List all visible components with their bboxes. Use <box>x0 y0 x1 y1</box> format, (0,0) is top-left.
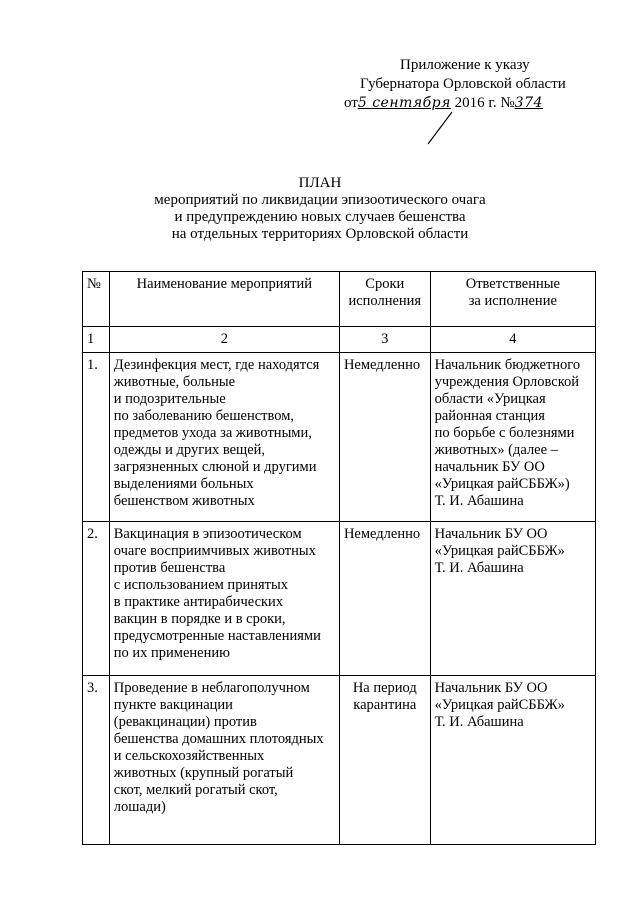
row-term: Немедленно <box>339 522 430 676</box>
plan-table <box>82 271 596 845</box>
col-number: 3 <box>339 327 430 353</box>
appendix-line-1: Приложение к указу <box>400 57 530 73</box>
appendix-line-3 <box>330 94 590 113</box>
signature-stroke-icon <box>426 110 456 150</box>
plan-title: ПЛАН <box>298 175 342 191</box>
appendix-header <box>330 56 590 113</box>
row-name: Дезинфекция мест, где находятся животные, больные и подозрительные по заболеванию бешенством, предметов ухода за животными, одежды и других вещей, загрязненных слюной и другими выделениями больных бешенством животных <box>109 353 339 522</box>
col-number: 4 <box>430 327 595 353</box>
row-term: На период карантина <box>339 676 430 845</box>
plan-title-block <box>0 175 640 243</box>
row-num: 3. <box>83 676 110 845</box>
header-term: Сроки исполнения <box>339 272 430 327</box>
header-num: № <box>83 272 110 327</box>
row-term: Немедленно <box>339 353 430 522</box>
plan-subtitle-1: мероприятий по ликвидации эпизоотического очага <box>154 192 486 208</box>
row-num: 2. <box>83 522 110 676</box>
appendix-line-2: Губернатора Орловской области <box>360 76 566 92</box>
header-responsible: Ответственные за исполнение <box>430 272 595 327</box>
year-number-label: 2016 г. № <box>450 95 515 111</box>
header-name: Наименование мероприятий <box>109 272 339 327</box>
plan-subtitle-3: на отдельных территориях Орловской области <box>171 226 469 242</box>
table-row <box>83 353 596 522</box>
row-num: 1. <box>83 353 110 522</box>
table-row <box>83 522 596 676</box>
from-label: от <box>344 95 358 111</box>
handwritten-date: 5 сентября <box>357 95 451 111</box>
table-row <box>83 676 596 845</box>
row-responsible: Начальник бюджетного учреждения Орловской области «Урицкая районная станция по борьбе с болезнями животных» (далее – начальник БУ ОО «Урицкая райСББЖ») Т. И. Абашина <box>430 353 595 522</box>
row-responsible: Начальник БУ ОО «Урицкая райСББЖ» Т. И. Абашина <box>430 676 595 845</box>
table-header-row <box>83 272 596 327</box>
col-number: 1 <box>83 327 110 353</box>
column-number-row <box>83 327 596 353</box>
plan-subtitle-2: и предупреждению новых случаев бешенства <box>174 209 466 225</box>
row-name: Проведение в неблагополучном пункте вакцинации (ревакцинации) против бешенства домашних плотоядных и сельскохозяйственных животных (крупный рогатый скот, мелкий рогатый скот, лошади) <box>109 676 339 845</box>
col-number: 2 <box>109 327 339 353</box>
handwritten-number: 374 <box>514 95 543 111</box>
row-name: Вакцинация в эпизоотическом очаге восприимчивых животных против бешенства с использованием принятых в практике антирабических вакцин в порядке и в сроки, предусмотренные наставлениями по их применению <box>109 522 339 676</box>
row-responsible: Начальник БУ ОО «Урицкая райСББЖ» Т. И. Абашина <box>430 522 595 676</box>
